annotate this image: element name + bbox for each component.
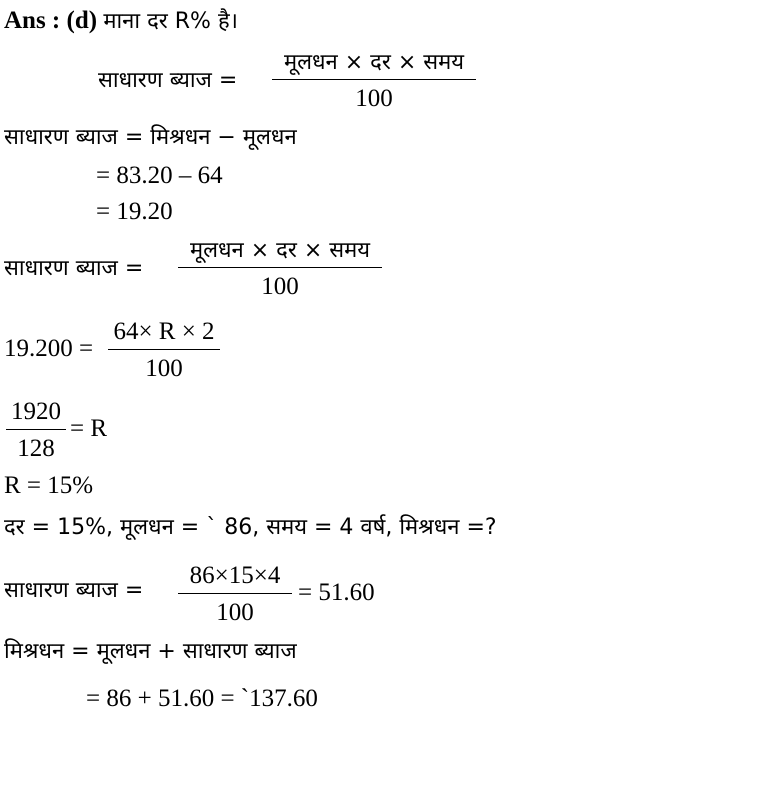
ratio-numerator: 1920 — [11, 398, 61, 425]
si-label-2: साधारण ब्याज = — [4, 256, 144, 281]
equation-numerator: 64× R × 2 — [113, 318, 215, 345]
ratio-fraction — [6, 399, 66, 461]
ratio-denominator: 128 — [17, 435, 55, 462]
assumption-text: माना दर R% है। — [103, 9, 238, 34]
fraction-bar — [178, 593, 292, 594]
si-label-3: साधारण ब्याज = — [4, 578, 144, 603]
si-formula-1-denominator: 100 — [355, 85, 393, 112]
si-formula-2-numerator: मूलधन × दर × समय — [189, 238, 371, 263]
given-line: दर = 15%, मूलधन = ` 86, समय = 4 वर्ष, मिश्रधन =? — [4, 515, 497, 540]
calc-rhs: = 51.60 — [298, 579, 375, 606]
amount-definition: मिश्रधन = मूलधन + साधारण ब्याज — [4, 639, 297, 664]
fraction-bar — [108, 349, 220, 350]
calc-numerator: 86×15×4 — [189, 562, 281, 589]
calc-denominator: 100 — [216, 599, 254, 626]
equation-lhs: 19.200 = — [4, 335, 94, 362]
equation-fraction — [108, 319, 220, 381]
result-step: = 19.20 — [96, 198, 173, 225]
rate-value: R = 15% — [4, 472, 94, 499]
answer-label: Ans : (d) — [4, 7, 98, 34]
equation-denominator: 100 — [145, 355, 183, 382]
si-formula-2-denominator: 100 — [261, 273, 299, 300]
si-label-1: साधारण ब्याज = — [98, 68, 238, 93]
fraction-bar — [272, 79, 476, 80]
si-formula-1-numerator: मूलधन × दर × समय — [283, 50, 465, 75]
final-result: = 86 + 51.60 = `137.60 — [86, 685, 318, 712]
answer-line — [4, 8, 238, 33]
ratio-rhs: = R — [70, 415, 108, 442]
si-formula-2-fraction — [178, 240, 382, 299]
calc-fraction — [178, 563, 292, 625]
subtract-step: = 83.20 – 64 — [96, 162, 223, 189]
si-difference-line: साधारण ब्याज = मिश्रधन − मूलधन — [4, 125, 297, 150]
fraction-bar — [6, 429, 66, 430]
fraction-bar — [178, 267, 382, 268]
si-formula-1-fraction — [272, 52, 476, 111]
